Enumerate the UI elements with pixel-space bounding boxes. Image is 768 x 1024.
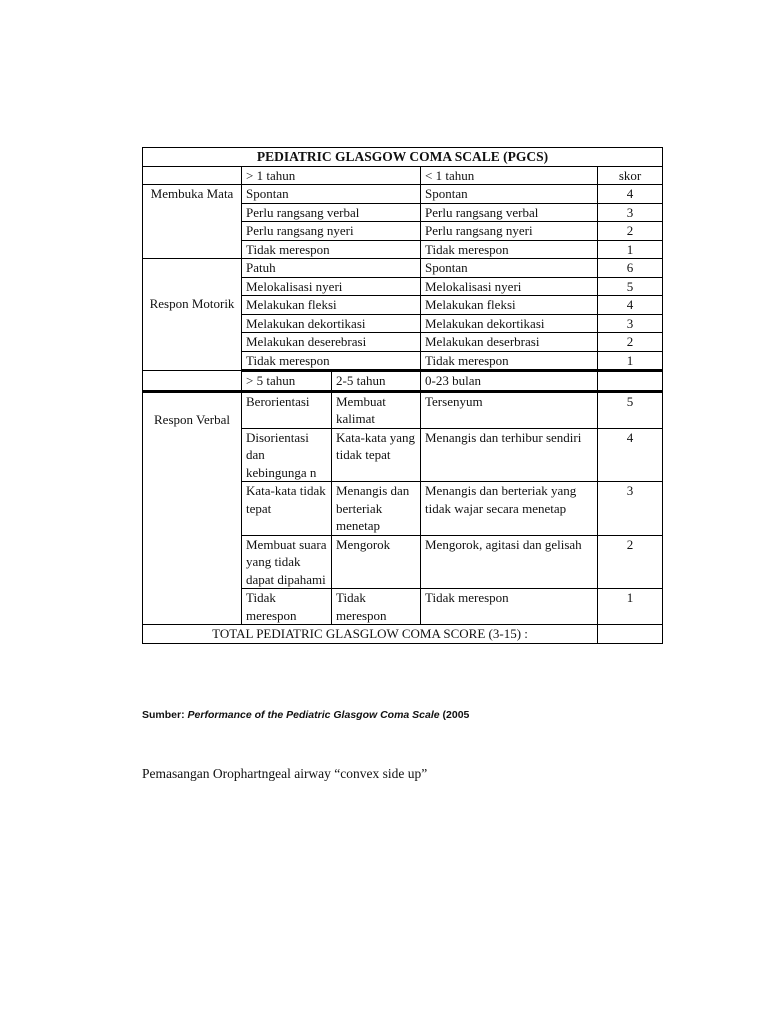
eye-score-cell: 4 [598, 185, 663, 204]
verbal-0-23-cell: Tersenyum [421, 391, 598, 428]
table-row [143, 259, 663, 278]
eye-lt1-cell: Perlu rangsang nyeri [421, 222, 598, 241]
motor-lt1-cell: Spontan [421, 259, 598, 278]
motor-group-label: Respon Motorik [143, 259, 242, 371]
source-year: (2005 [442, 709, 470, 721]
verbal-2-5-cell: Menangis dan berteriak menetap [332, 482, 421, 536]
total-label: TOTAL PEDIATRIC GLASGLOW COMA SCORE (3-15) : [143, 625, 598, 644]
eye-gt1-cell: Spontan [242, 185, 421, 204]
motor-score-cell: 6 [598, 259, 663, 278]
total-value [598, 625, 663, 644]
header-age-lt1: < 1 tahun [421, 166, 598, 185]
verbal-2-5-cell: Mengorok [332, 535, 421, 589]
pgcs-table [142, 147, 663, 644]
header-age-gt5: > 5 tahun [242, 371, 332, 392]
eye-lt1-cell: Tidak merespon [421, 240, 598, 259]
table-title: PEDIATRIC GLASGOW COMA SCALE (PGCS) [143, 148, 663, 167]
verbal-score-cell: 3 [598, 482, 663, 536]
total-row [143, 625, 663, 644]
source-title: Performance of the Pediatric Glasgow Coma Scale [187, 709, 440, 721]
motor-lt1-cell: Melakukan deserbrasi [421, 333, 598, 352]
verbal-score-cell: 1 [598, 589, 663, 625]
motor-gt1-cell: Melakukan dekortikasi [242, 314, 421, 333]
motor-gt1-cell: Tidak merespon [242, 351, 421, 371]
eye-score-cell: 3 [598, 203, 663, 222]
airway-note: Pemasangan Orophartngeal airway “convex side up” [142, 766, 428, 781]
header-empty-cell [143, 371, 242, 392]
verbal-gt5-cell: Berorientasi [242, 391, 332, 428]
header-age-0-23: 0-23 bulan [421, 371, 598, 392]
motor-lt1-cell: Melakukan fleksi [421, 296, 598, 315]
header-score: skor [598, 166, 663, 185]
eye-lt1-cell: Perlu rangsang verbal [421, 203, 598, 222]
motor-lt1-cell: Melakukan dekortikasi [421, 314, 598, 333]
verbal-0-23-cell: Menangis dan berteriak yang tidak wajar secara menetap [421, 482, 598, 536]
motor-score-cell: 1 [598, 351, 663, 371]
verbal-2-5-cell: Membuat kalimat [332, 391, 421, 428]
verbal-2-5-cell: Tidak merespon [332, 589, 421, 625]
verbal-2-5-cell: Kata-kata yang tidak tepat [332, 428, 421, 482]
motor-score-cell: 5 [598, 277, 663, 296]
eye-gt1-cell: Perlu rangsang nyeri [242, 222, 421, 241]
motor-gt1-cell: Patuh [242, 259, 421, 278]
verbal-age-header-row [143, 371, 663, 392]
motor-score-cell: 3 [598, 314, 663, 333]
age-header-row [143, 166, 663, 185]
verbal-0-23-cell: Mengorok, agitasi dan gelisah [421, 535, 598, 589]
verbal-group-label: Respon Verbal [143, 391, 242, 625]
verbal-gt5-cell: Membuat suara yang tidak dapat dipahami [242, 535, 332, 589]
verbal-0-23-cell: Menangis dan terhibur sendiri [421, 428, 598, 482]
eye-lt1-cell: Spontan [421, 185, 598, 204]
verbal-score-cell: 5 [598, 391, 663, 428]
source-citation [142, 709, 469, 721]
header-age-gt1: > 1 tahun [242, 166, 421, 185]
verbal-score-cell: 4 [598, 428, 663, 482]
header-empty-cell [143, 166, 242, 185]
header-age-2-5: 2-5 tahun [332, 371, 421, 392]
eye-group-label: Membuka Mata [143, 185, 242, 259]
motor-score-cell: 4 [598, 296, 663, 315]
motor-lt1-cell: Tidak merespon [421, 351, 598, 371]
motor-gt1-cell: Melokalisasi nyeri [242, 277, 421, 296]
motor-gt1-cell: Melakukan deserebrasi [242, 333, 421, 352]
eye-score-cell: 1 [598, 240, 663, 259]
eye-gt1-cell: Tidak merespon [242, 240, 421, 259]
table-row [143, 185, 663, 204]
verbal-gt5-cell: Kata-kata tidak tepat [242, 482, 332, 536]
motor-score-cell: 2 [598, 333, 663, 352]
table-row [143, 391, 663, 428]
verbal-gt5-cell: Disorientasi dan kebingunga n [242, 428, 332, 482]
verbal-score-cell: 2 [598, 535, 663, 589]
eye-gt1-cell: Perlu rangsang verbal [242, 203, 421, 222]
motor-lt1-cell: Melokalisasi nyeri [421, 277, 598, 296]
table-title-row [143, 148, 663, 167]
header-empty-cell [598, 371, 663, 392]
verbal-gt5-cell: Tidak merespon [242, 589, 332, 625]
source-prefix: Sumber: [142, 709, 185, 721]
motor-gt1-cell: Melakukan fleksi [242, 296, 421, 315]
eye-score-cell: 2 [598, 222, 663, 241]
verbal-0-23-cell: Tidak merespon [421, 589, 598, 625]
